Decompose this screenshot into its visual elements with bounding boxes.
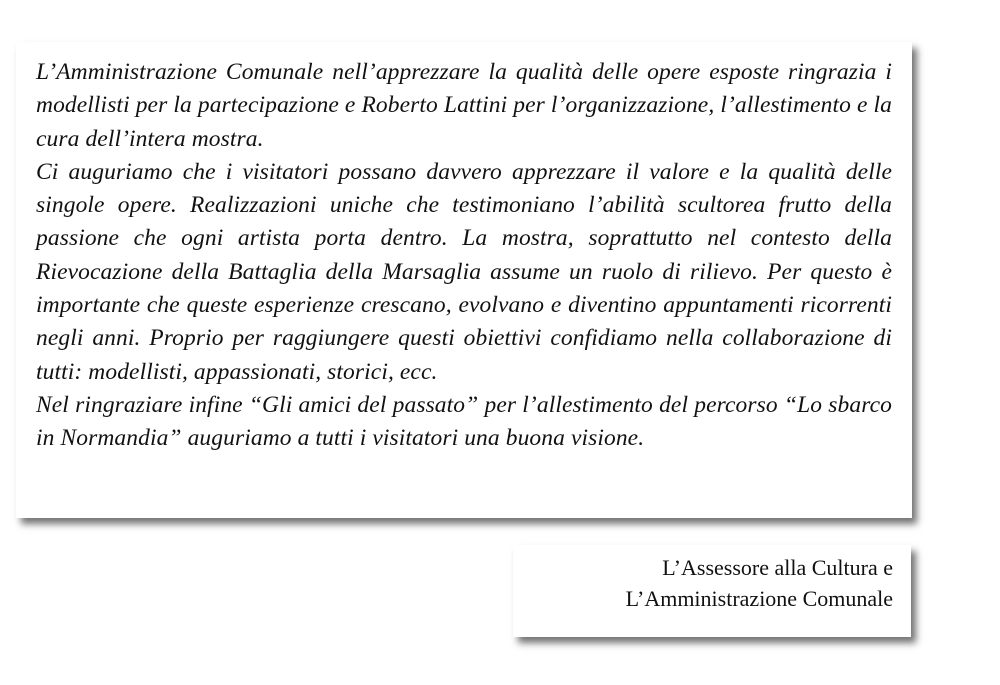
paragraph-wishes: Ci auguriamo che i visitatori possano davvero apprezzare il valore e la qualità delle singole opere. Realizzazioni uniche che testimoniano l’abilità scultorea frutto della passione che ogni artista porta dentro. La mostra, soprattutto nel contesto della Rievocazione della Battaglia della Marsaglia assume un ruolo di rilievo. Per questo è importante che queste esperienze crescano, evolvano e diventino appuntamenti ricorrenti negli anni. Proprio per raggiungere questi obiettivi confidiamo nella collaborazione di tutti: modellisti, appassionati, storici, ecc. <box>36 158 892 385</box>
letter-text-box <box>16 42 912 518</box>
signature-line-assessore: L’Assessore alla Cultura e <box>662 555 893 580</box>
signature-line-administration: L’Amministrazione Comunale <box>625 586 893 611</box>
paragraph-closing: Nel ringraziare infine “Gli amici del passato” per l’allestimento del percorso “Lo sbarco in Normandia” auguriamo a tutti i visitatori una buona visione. <box>36 391 892 452</box>
signature-box <box>513 545 911 637</box>
paragraph-thanks: L’Amministrazione Comunale nell’apprezzare la qualità delle opere esposte ringrazia i modellisti per la partecipazione e Roberto Lattini per l’organizzazione, l’allestimento e la cura dell’intera mostra. <box>36 59 892 152</box>
